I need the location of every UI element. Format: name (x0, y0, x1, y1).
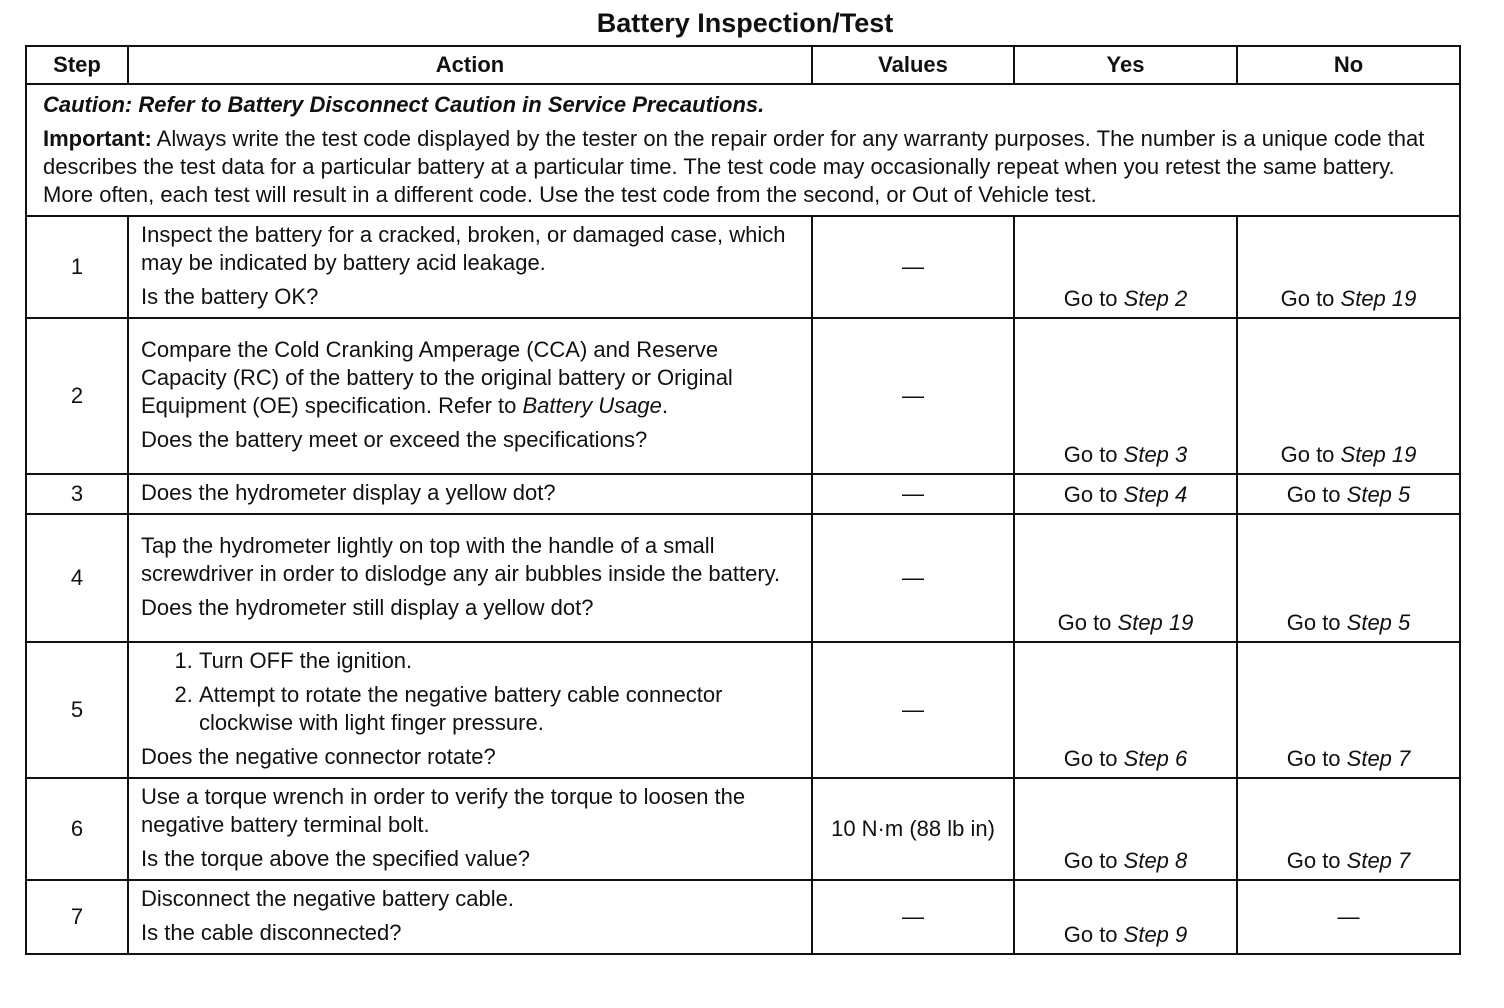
yes-action (1014, 216, 1237, 318)
diagnostic-table (25, 45, 1461, 955)
table-row (26, 642, 1460, 778)
goto-prefix: Go to (1063, 746, 1124, 771)
yes-action (1014, 514, 1237, 642)
yes-action (1014, 880, 1237, 954)
no-action (1237, 514, 1460, 642)
action-text: Disconnect the negative battery cable. (141, 886, 515, 911)
important-text: Always write the test code displayed by the tester on the repair order for any warranty purposes. The number is a unique code that describes the test data for a particular battery at a particular time. The test code may occasionally repeat when you retest the same battery. More often, each test will result in a different code. Use the test code from the second, or Out of Vehicle test. (43, 126, 1425, 207)
goto-prefix: Go to (1063, 286, 1124, 311)
header-step: Step (26, 46, 128, 84)
yes-step-ref: Step 4 (1123, 482, 1188, 507)
action-question: Is the cable disconnected? (141, 920, 402, 945)
table-header-row (26, 46, 1460, 84)
no-step-ref: Step 19 (1340, 442, 1417, 467)
step-number: 7 (26, 880, 128, 954)
yes-step-ref: Step 9 (1123, 922, 1188, 947)
step-number: 6 (26, 778, 128, 880)
action-text (141, 336, 801, 420)
no-action (1237, 474, 1460, 514)
action-text: Tap the hydrometer lightly on top with the handle of a small screwdriver in order to dislodge any air bubbles inside the battery. (141, 533, 781, 586)
substep-item: 2. Attempt to rotate the negative battery cable connector clockwise with light finger pressure. (199, 681, 801, 737)
step-number: 2 (26, 318, 128, 474)
step-number: 3 (26, 474, 128, 514)
goto-prefix: Go to (1280, 442, 1341, 467)
step-value: — (812, 514, 1014, 642)
step-value: — (812, 880, 1014, 954)
caution-note: Caution: Refer to Battery Disconnect Caution in Service Precautions. (43, 92, 765, 117)
step-action (128, 216, 812, 318)
action-text-end: . (661, 393, 669, 418)
step-number: 4 (26, 514, 128, 642)
substep-list (141, 647, 801, 737)
substep-item: 1. Turn OFF the ignition. (199, 647, 801, 675)
yes-step-ref: Step 2 (1123, 286, 1188, 311)
no-action (1237, 642, 1460, 778)
table-row (26, 778, 1460, 880)
notes-cell (26, 84, 1460, 216)
step-action (128, 318, 812, 474)
step-action (128, 642, 812, 778)
yes-action (1014, 778, 1237, 880)
notes-row (26, 84, 1460, 216)
yes-action (1014, 642, 1237, 778)
no-step-ref: Step 5 (1346, 610, 1411, 635)
header-yes: Yes (1014, 46, 1237, 84)
header-no: No (1237, 46, 1460, 84)
action-reference: Battery Usage (522, 393, 662, 418)
action-question: Is the torque above the specified value? (141, 846, 530, 871)
table-row (26, 318, 1460, 474)
table-row (26, 514, 1460, 642)
step-value: 10 N·m (88 lb in) (812, 778, 1014, 880)
no-action (1237, 778, 1460, 880)
action-text: Use a torque wrench in order to verify the torque to loosen the negative battery terminal bolt. (141, 784, 746, 837)
step-value: — (812, 216, 1014, 318)
goto-prefix: Go to (1063, 922, 1124, 947)
no-action: — (1237, 880, 1460, 954)
yes-action (1014, 318, 1237, 474)
page-title: Battery Inspection/Test (596, 8, 894, 38)
yes-step-ref: Step 6 (1123, 746, 1188, 771)
step-action (128, 880, 812, 954)
step-value: — (812, 642, 1014, 778)
goto-prefix: Go to (1280, 286, 1341, 311)
goto-prefix: Go to (1063, 482, 1124, 507)
step-value: — (812, 318, 1014, 474)
goto-prefix: Go to (1286, 848, 1347, 873)
no-step-ref: Step 7 (1346, 848, 1411, 873)
step-number: 5 (26, 642, 128, 778)
action-question: Does the hydrometer display a yellow dot? (141, 480, 556, 505)
yes-step-ref: Step 8 (1123, 848, 1188, 873)
yes-step-ref: Step 3 (1123, 442, 1188, 467)
yes-step-ref: Step 19 (1117, 610, 1194, 635)
important-label: Important: (43, 126, 152, 151)
goto-prefix: Go to (1063, 442, 1124, 467)
no-action (1237, 216, 1460, 318)
action-question: Does the negative connector rotate? (141, 744, 496, 769)
goto-prefix: Go to (1286, 746, 1347, 771)
no-action (1237, 318, 1460, 474)
action-text-main: Compare the Cold Cranking Amperage (CCA) and Reserve Capacity (RC) of the battery to the original battery or Original Equipment (OE) specification. Refer to (141, 337, 733, 418)
no-step-ref: Step 5 (1346, 482, 1411, 507)
goto-prefix: Go to (1063, 848, 1124, 873)
step-action (128, 514, 812, 642)
table-row (26, 474, 1460, 514)
step-value: — (812, 474, 1014, 514)
yes-action (1014, 474, 1237, 514)
table-row (26, 216, 1460, 318)
no-step-ref: Step 19 (1340, 286, 1417, 311)
header-action: Action (128, 46, 812, 84)
step-action (128, 474, 812, 514)
table-row (26, 880, 1460, 954)
goto-prefix: Go to (1286, 482, 1347, 507)
goto-prefix: Go to (1057, 610, 1118, 635)
header-values: Values (812, 46, 1014, 84)
important-note (43, 125, 1445, 209)
action-text: Inspect the battery for a cracked, broken, or damaged case, which may be indicated by battery acid leakage. (141, 222, 786, 275)
goto-prefix: Go to (1286, 610, 1347, 635)
action-question: Does the hydrometer still display a yellow dot? (141, 595, 594, 620)
no-step-ref: Step 7 (1346, 746, 1411, 771)
step-action (128, 778, 812, 880)
action-question: Does the battery meet or exceed the specifications? (141, 427, 648, 452)
action-question: Is the battery OK? (141, 284, 319, 309)
step-number: 1 (26, 216, 128, 318)
